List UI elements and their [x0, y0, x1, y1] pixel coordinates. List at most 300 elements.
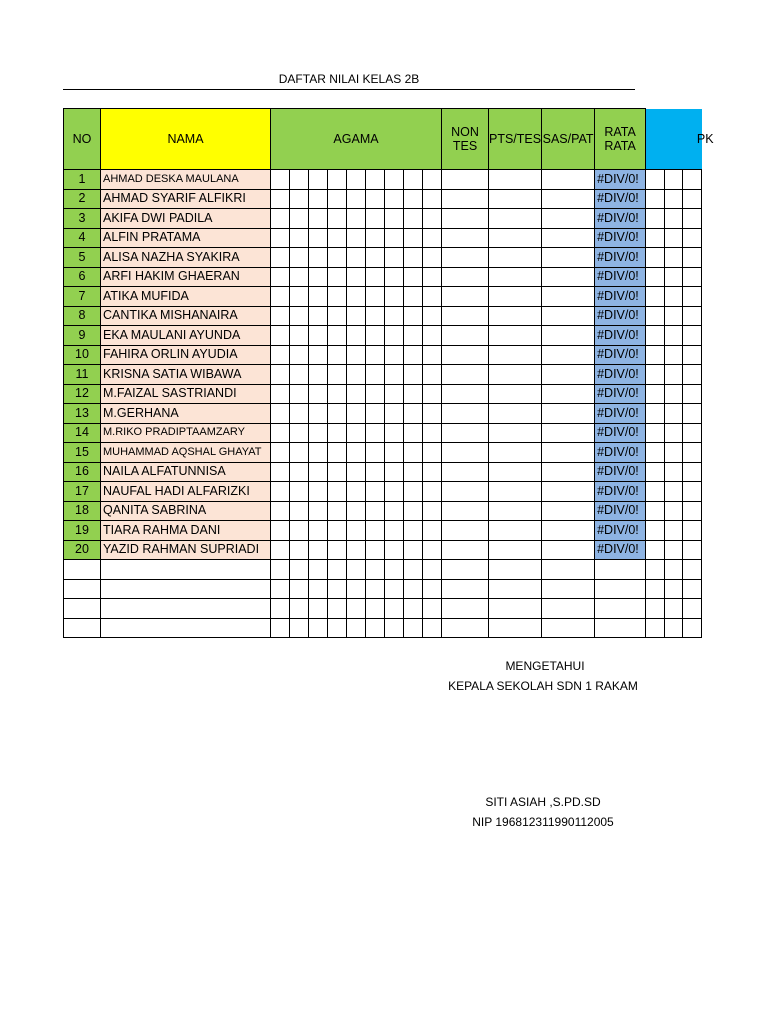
student-name-cell[interactable]: AKIFA DWI PADILA	[101, 209, 271, 229]
agama-score-cell[interactable]	[328, 540, 347, 560]
next-subject-cell[interactable]	[646, 189, 665, 209]
pts-tes-cell[interactable]	[489, 345, 542, 365]
non-tes-cell[interactable]	[442, 501, 489, 521]
agama-score-cell[interactable]	[366, 404, 385, 424]
agama-score-cell[interactable]	[271, 404, 290, 424]
agama-score-cell[interactable]	[290, 443, 309, 463]
empty-cell[interactable]	[665, 560, 683, 580]
empty-cell[interactable]	[442, 560, 489, 580]
pts-tes-cell[interactable]	[489, 306, 542, 326]
agama-score-cell[interactable]	[271, 306, 290, 326]
student-no-cell[interactable]: 2	[64, 189, 101, 209]
student-name-cell[interactable]: AHMAD SYARIF ALFIKRI	[101, 189, 271, 209]
empty-cell[interactable]	[404, 599, 423, 619]
empty-cell[interactable]	[595, 560, 646, 580]
empty-cell[interactable]	[423, 560, 442, 580]
empty-name-cell[interactable]	[101, 618, 271, 638]
next-subject-cell[interactable]	[665, 209, 683, 229]
next-subject-cell[interactable]	[683, 306, 702, 326]
empty-cell[interactable]	[290, 599, 309, 619]
agama-score-cell[interactable]	[385, 404, 404, 424]
agama-score-cell[interactable]	[366, 209, 385, 229]
empty-cell[interactable]	[404, 579, 423, 599]
empty-cell[interactable]	[683, 560, 702, 580]
non-tes-cell[interactable]	[442, 189, 489, 209]
sas-pat-cell[interactable]	[542, 521, 595, 541]
agama-score-cell[interactable]	[290, 170, 309, 190]
agama-score-cell[interactable]	[271, 540, 290, 560]
empty-no-cell[interactable]	[64, 560, 101, 580]
non-tes-cell[interactable]	[442, 306, 489, 326]
agama-score-cell[interactable]	[328, 248, 347, 268]
student-name-cell[interactable]: NAILA ALFATUNNISA	[101, 462, 271, 482]
agama-score-cell[interactable]	[309, 462, 328, 482]
agama-score-cell[interactable]	[423, 482, 442, 502]
empty-cell[interactable]	[489, 560, 542, 580]
next-subject-cell[interactable]	[646, 170, 665, 190]
average-cell[interactable]: #DIV/0!	[595, 209, 646, 229]
average-cell[interactable]: #DIV/0!	[595, 228, 646, 248]
sas-pat-cell[interactable]	[542, 345, 595, 365]
agama-score-cell[interactable]	[271, 189, 290, 209]
agama-score-cell[interactable]	[385, 189, 404, 209]
student-name-cell[interactable]: EKA MAULANI AYUNDA	[101, 326, 271, 346]
agama-score-cell[interactable]	[385, 228, 404, 248]
agama-score-cell[interactable]	[423, 345, 442, 365]
agama-score-cell[interactable]	[423, 384, 442, 404]
agama-score-cell[interactable]	[404, 345, 423, 365]
next-subject-cell[interactable]	[683, 209, 702, 229]
agama-score-cell[interactable]	[366, 326, 385, 346]
agama-score-cell[interactable]	[309, 209, 328, 229]
student-no-cell[interactable]: 6	[64, 267, 101, 287]
student-name-cell[interactable]: CANTIKA MISHANAIRA	[101, 306, 271, 326]
sas-pat-cell[interactable]	[542, 540, 595, 560]
average-cell[interactable]: #DIV/0!	[595, 345, 646, 365]
empty-name-cell[interactable]	[101, 560, 271, 580]
next-subject-cell[interactable]	[683, 482, 702, 502]
agama-score-cell[interactable]	[328, 306, 347, 326]
next-subject-cell[interactable]	[683, 189, 702, 209]
agama-score-cell[interactable]	[290, 540, 309, 560]
non-tes-cell[interactable]	[442, 267, 489, 287]
next-subject-cell[interactable]	[665, 404, 683, 424]
empty-cell[interactable]	[595, 599, 646, 619]
agama-score-cell[interactable]	[347, 228, 366, 248]
next-subject-cell[interactable]	[665, 482, 683, 502]
agama-score-cell[interactable]	[347, 443, 366, 463]
agama-score-cell[interactable]	[366, 462, 385, 482]
next-subject-cell[interactable]	[646, 384, 665, 404]
average-cell[interactable]: #DIV/0!	[595, 267, 646, 287]
empty-cell[interactable]	[683, 618, 702, 638]
agama-score-cell[interactable]	[290, 248, 309, 268]
header-next-subject[interactable]	[646, 109, 714, 170]
average-cell[interactable]: #DIV/0!	[595, 306, 646, 326]
empty-cell[interactable]	[347, 618, 366, 638]
agama-score-cell[interactable]	[385, 209, 404, 229]
student-name-cell[interactable]: KRISNA SATIA WIBAWA	[101, 365, 271, 385]
pts-tes-cell[interactable]	[489, 501, 542, 521]
next-subject-cell[interactable]	[683, 404, 702, 424]
agama-score-cell[interactable]	[309, 170, 328, 190]
agama-score-cell[interactable]	[385, 384, 404, 404]
empty-cell[interactable]	[385, 599, 404, 619]
next-subject-cell[interactable]	[665, 345, 683, 365]
agama-score-cell[interactable]	[404, 209, 423, 229]
empty-cell[interactable]	[442, 618, 489, 638]
agama-score-cell[interactable]	[290, 267, 309, 287]
agama-score-cell[interactable]	[404, 501, 423, 521]
agama-score-cell[interactable]	[290, 521, 309, 541]
sas-pat-cell[interactable]	[542, 267, 595, 287]
agama-score-cell[interactable]	[366, 365, 385, 385]
pts-tes-cell[interactable]	[489, 267, 542, 287]
average-cell[interactable]: #DIV/0!	[595, 287, 646, 307]
agama-score-cell[interactable]	[271, 248, 290, 268]
agama-score-cell[interactable]	[366, 345, 385, 365]
empty-cell[interactable]	[442, 599, 489, 619]
non-tes-cell[interactable]	[442, 462, 489, 482]
empty-cell[interactable]	[646, 618, 665, 638]
average-cell[interactable]: #DIV/0!	[595, 423, 646, 443]
average-cell[interactable]: #DIV/0!	[595, 365, 646, 385]
empty-cell[interactable]	[328, 579, 347, 599]
agama-score-cell[interactable]	[328, 267, 347, 287]
next-subject-cell[interactable]	[646, 443, 665, 463]
next-subject-cell[interactable]	[646, 462, 665, 482]
next-subject-cell[interactable]	[683, 423, 702, 443]
empty-cell[interactable]	[309, 579, 328, 599]
agama-score-cell[interactable]	[423, 228, 442, 248]
empty-cell[interactable]	[290, 618, 309, 638]
empty-cell[interactable]	[683, 599, 702, 619]
empty-cell[interactable]	[404, 560, 423, 580]
empty-cell[interactable]	[542, 560, 595, 580]
agama-score-cell[interactable]	[385, 540, 404, 560]
student-no-cell[interactable]: 13	[64, 404, 101, 424]
agama-score-cell[interactable]	[404, 540, 423, 560]
agama-score-cell[interactable]	[347, 189, 366, 209]
next-subject-cell[interactable]	[646, 501, 665, 521]
agama-score-cell[interactable]	[347, 384, 366, 404]
next-subject-cell[interactable]	[646, 248, 665, 268]
agama-score-cell[interactable]	[290, 345, 309, 365]
agama-score-cell[interactable]	[309, 501, 328, 521]
empty-cell[interactable]	[542, 618, 595, 638]
header-pts-tes[interactable]: PTS/TES	[489, 109, 542, 170]
agama-score-cell[interactable]	[385, 306, 404, 326]
empty-cell[interactable]	[404, 618, 423, 638]
agama-score-cell[interactable]	[271, 462, 290, 482]
pts-tes-cell[interactable]	[489, 384, 542, 404]
agama-score-cell[interactable]	[404, 287, 423, 307]
empty-cell[interactable]	[366, 618, 385, 638]
agama-score-cell[interactable]	[290, 306, 309, 326]
next-subject-cell[interactable]	[646, 209, 665, 229]
agama-score-cell[interactable]	[309, 365, 328, 385]
next-subject-cell[interactable]	[665, 462, 683, 482]
agama-score-cell[interactable]	[423, 443, 442, 463]
agama-score-cell[interactable]	[385, 482, 404, 502]
student-no-cell[interactable]: 9	[64, 326, 101, 346]
non-tes-cell[interactable]	[442, 248, 489, 268]
agama-score-cell[interactable]	[385, 443, 404, 463]
empty-cell[interactable]	[423, 618, 442, 638]
student-name-cell[interactable]: ALISA NAZHA SYAKIRA	[101, 248, 271, 268]
agama-score-cell[interactable]	[423, 326, 442, 346]
next-subject-cell[interactable]	[665, 501, 683, 521]
agama-score-cell[interactable]	[404, 365, 423, 385]
agama-score-cell[interactable]	[385, 365, 404, 385]
agama-score-cell[interactable]	[385, 326, 404, 346]
next-subject-cell[interactable]	[665, 365, 683, 385]
sas-pat-cell[interactable]	[542, 209, 595, 229]
student-name-cell[interactable]: M.GERHANA	[101, 404, 271, 424]
agama-score-cell[interactable]	[423, 365, 442, 385]
agama-score-cell[interactable]	[309, 248, 328, 268]
agama-score-cell[interactable]	[328, 482, 347, 502]
agama-score-cell[interactable]	[404, 170, 423, 190]
student-no-cell[interactable]: 11	[64, 365, 101, 385]
sas-pat-cell[interactable]	[542, 365, 595, 385]
agama-score-cell[interactable]	[347, 482, 366, 502]
average-cell[interactable]: #DIV/0!	[595, 404, 646, 424]
next-subject-cell[interactable]	[683, 228, 702, 248]
agama-score-cell[interactable]	[366, 540, 385, 560]
student-no-cell[interactable]: 14	[64, 423, 101, 443]
agama-score-cell[interactable]	[404, 267, 423, 287]
agama-score-cell[interactable]	[366, 287, 385, 307]
empty-cell[interactable]	[665, 579, 683, 599]
agama-score-cell[interactable]	[366, 267, 385, 287]
agama-score-cell[interactable]	[385, 423, 404, 443]
non-tes-cell[interactable]	[442, 384, 489, 404]
empty-cell[interactable]	[309, 560, 328, 580]
agama-score-cell[interactable]	[271, 482, 290, 502]
student-no-cell[interactable]: 20	[64, 540, 101, 560]
pts-tes-cell[interactable]	[489, 482, 542, 502]
pts-tes-cell[interactable]	[489, 462, 542, 482]
next-subject-cell[interactable]	[646, 540, 665, 560]
agama-score-cell[interactable]	[423, 404, 442, 424]
pts-tes-cell[interactable]	[489, 170, 542, 190]
student-name-cell[interactable]: M.FAIZAL SASTRIANDI	[101, 384, 271, 404]
agama-score-cell[interactable]	[385, 170, 404, 190]
sas-pat-cell[interactable]	[542, 170, 595, 190]
empty-cell[interactable]	[347, 560, 366, 580]
non-tes-cell[interactable]	[442, 443, 489, 463]
agama-score-cell[interactable]	[290, 482, 309, 502]
agama-score-cell[interactable]	[290, 423, 309, 443]
average-cell[interactable]: #DIV/0!	[595, 189, 646, 209]
next-subject-cell[interactable]	[665, 423, 683, 443]
empty-cell[interactable]	[489, 599, 542, 619]
agama-score-cell[interactable]	[347, 501, 366, 521]
student-name-cell[interactable]: ALFIN PRATAMA	[101, 228, 271, 248]
sas-pat-cell[interactable]	[542, 462, 595, 482]
next-subject-cell[interactable]	[665, 521, 683, 541]
agama-score-cell[interactable]	[385, 267, 404, 287]
agama-score-cell[interactable]	[271, 423, 290, 443]
student-name-cell[interactable]: ARFI HAKIM GHAERAN	[101, 267, 271, 287]
next-subject-cell[interactable]	[683, 540, 702, 560]
agama-score-cell[interactable]	[328, 443, 347, 463]
average-cell[interactable]: #DIV/0!	[595, 482, 646, 502]
agama-score-cell[interactable]	[366, 170, 385, 190]
empty-cell[interactable]	[385, 560, 404, 580]
agama-score-cell[interactable]	[366, 384, 385, 404]
agama-score-cell[interactable]	[423, 209, 442, 229]
non-tes-cell[interactable]	[442, 365, 489, 385]
next-subject-cell[interactable]	[683, 443, 702, 463]
agama-score-cell[interactable]	[290, 501, 309, 521]
agama-score-cell[interactable]	[271, 443, 290, 463]
empty-cell[interactable]	[542, 579, 595, 599]
student-name-cell[interactable]: QANITA SABRINA	[101, 501, 271, 521]
agama-score-cell[interactable]	[347, 365, 366, 385]
agama-score-cell[interactable]	[404, 404, 423, 424]
average-cell[interactable]: #DIV/0!	[595, 462, 646, 482]
agama-score-cell[interactable]	[366, 228, 385, 248]
pts-tes-cell[interactable]	[489, 189, 542, 209]
empty-cell[interactable]	[309, 618, 328, 638]
agama-score-cell[interactable]	[271, 365, 290, 385]
student-name-cell[interactable]: YAZID RAHMAN SUPRIADI	[101, 540, 271, 560]
empty-cell[interactable]	[442, 579, 489, 599]
empty-cell[interactable]	[683, 579, 702, 599]
next-subject-cell[interactable]	[646, 482, 665, 502]
next-subject-cell[interactable]	[646, 306, 665, 326]
student-name-cell[interactable]: M.RIKO PRADIPTAAMZARY	[101, 423, 271, 443]
empty-no-cell[interactable]	[64, 599, 101, 619]
agama-score-cell[interactable]	[404, 248, 423, 268]
empty-cell[interactable]	[385, 579, 404, 599]
empty-cell[interactable]	[271, 618, 290, 638]
student-no-cell[interactable]: 19	[64, 521, 101, 541]
agama-score-cell[interactable]	[328, 365, 347, 385]
pts-tes-cell[interactable]	[489, 443, 542, 463]
agama-score-cell[interactable]	[290, 462, 309, 482]
student-name-cell[interactable]: ATIKA MUFIDA	[101, 287, 271, 307]
agama-score-cell[interactable]	[290, 209, 309, 229]
next-subject-cell[interactable]	[683, 267, 702, 287]
agama-score-cell[interactable]	[423, 306, 442, 326]
agama-score-cell[interactable]	[328, 189, 347, 209]
agama-score-cell[interactable]	[290, 189, 309, 209]
agama-score-cell[interactable]	[423, 462, 442, 482]
next-subject-cell[interactable]	[665, 443, 683, 463]
agama-score-cell[interactable]	[290, 404, 309, 424]
next-subject-cell[interactable]	[665, 248, 683, 268]
sas-pat-cell[interactable]	[542, 248, 595, 268]
next-subject-cell[interactable]	[683, 170, 702, 190]
student-no-cell[interactable]: 15	[64, 443, 101, 463]
pts-tes-cell[interactable]	[489, 404, 542, 424]
pts-tes-cell[interactable]	[489, 287, 542, 307]
empty-cell[interactable]	[366, 579, 385, 599]
agama-score-cell[interactable]	[385, 521, 404, 541]
agama-score-cell[interactable]	[309, 345, 328, 365]
agama-score-cell[interactable]	[328, 384, 347, 404]
student-no-cell[interactable]: 8	[64, 306, 101, 326]
pts-tes-cell[interactable]	[489, 248, 542, 268]
next-subject-cell[interactable]	[665, 384, 683, 404]
agama-score-cell[interactable]	[328, 209, 347, 229]
agama-score-cell[interactable]	[290, 365, 309, 385]
agama-score-cell[interactable]	[271, 326, 290, 346]
agama-score-cell[interactable]	[366, 443, 385, 463]
agama-score-cell[interactable]	[366, 423, 385, 443]
next-subject-cell[interactable]	[646, 267, 665, 287]
agama-score-cell[interactable]	[347, 306, 366, 326]
next-subject-cell[interactable]	[683, 384, 702, 404]
agama-score-cell[interactable]	[309, 423, 328, 443]
header-rata-rata[interactable]: RATA RATA	[595, 109, 646, 170]
agama-score-cell[interactable]	[366, 521, 385, 541]
agama-score-cell[interactable]	[347, 209, 366, 229]
empty-cell[interactable]	[290, 560, 309, 580]
agama-score-cell[interactable]	[347, 462, 366, 482]
non-tes-cell[interactable]	[442, 540, 489, 560]
empty-cell[interactable]	[423, 579, 442, 599]
empty-cell[interactable]	[423, 599, 442, 619]
average-cell[interactable]: #DIV/0!	[595, 443, 646, 463]
agama-score-cell[interactable]	[309, 326, 328, 346]
agama-score-cell[interactable]	[328, 345, 347, 365]
agama-score-cell[interactable]	[271, 287, 290, 307]
next-subject-cell[interactable]	[646, 228, 665, 248]
empty-cell[interactable]	[595, 618, 646, 638]
agama-score-cell[interactable]	[404, 462, 423, 482]
agama-score-cell[interactable]	[328, 521, 347, 541]
agama-score-cell[interactable]	[309, 384, 328, 404]
agama-score-cell[interactable]	[328, 423, 347, 443]
sas-pat-cell[interactable]	[542, 228, 595, 248]
agama-score-cell[interactable]	[290, 287, 309, 307]
agama-score-cell[interactable]	[423, 248, 442, 268]
agama-score-cell[interactable]	[290, 326, 309, 346]
student-no-cell[interactable]: 3	[64, 209, 101, 229]
agama-score-cell[interactable]	[309, 189, 328, 209]
agama-score-cell[interactable]	[309, 267, 328, 287]
empty-cell[interactable]	[646, 599, 665, 619]
next-subject-cell[interactable]	[665, 170, 683, 190]
sas-pat-cell[interactable]	[542, 189, 595, 209]
student-name-cell[interactable]: FAHIRA ORLIN AYUDIA	[101, 345, 271, 365]
agama-score-cell[interactable]	[328, 287, 347, 307]
sas-pat-cell[interactable]	[542, 287, 595, 307]
header-no[interactable]: NO	[64, 109, 101, 170]
student-no-cell[interactable]: 5	[64, 248, 101, 268]
empty-name-cell[interactable]	[101, 599, 271, 619]
agama-score-cell[interactable]	[423, 189, 442, 209]
empty-cell[interactable]	[328, 618, 347, 638]
pts-tes-cell[interactable]	[489, 423, 542, 443]
next-subject-cell[interactable]	[665, 267, 683, 287]
agama-score-cell[interactable]	[347, 345, 366, 365]
agama-score-cell[interactable]	[347, 248, 366, 268]
student-name-cell[interactable]: NAUFAL HADI ALFARIZKI	[101, 482, 271, 502]
agama-score-cell[interactable]	[366, 501, 385, 521]
pts-tes-cell[interactable]	[489, 365, 542, 385]
agama-score-cell[interactable]	[404, 189, 423, 209]
empty-cell[interactable]	[489, 618, 542, 638]
pts-tes-cell[interactable]	[489, 228, 542, 248]
agama-score-cell[interactable]	[328, 462, 347, 482]
student-no-cell[interactable]: 18	[64, 501, 101, 521]
header-nama[interactable]: NAMA	[101, 109, 271, 170]
